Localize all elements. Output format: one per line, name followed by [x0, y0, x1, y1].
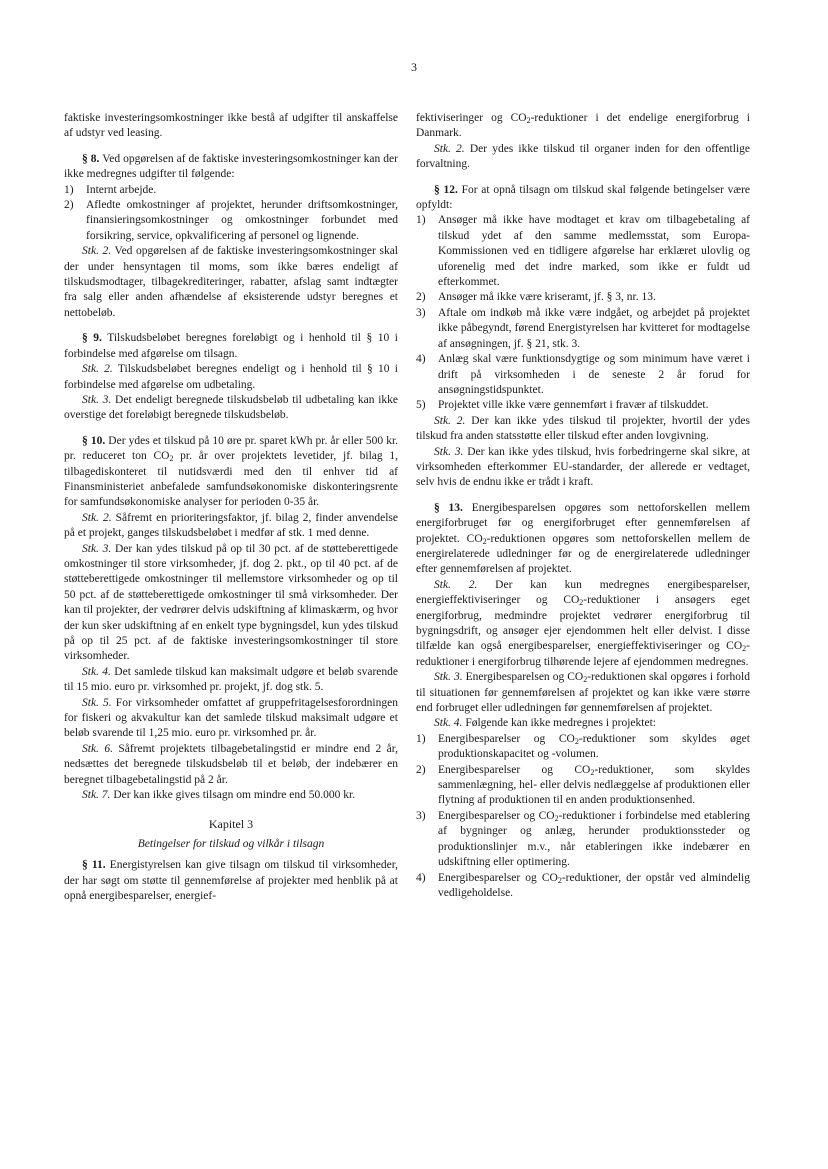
section-10-stk-2: Stk. 2. Såfremt en prioriteringsfaktor, jf. bilag 2, finder anvendelse på et projekt, ganges tilskudsbeløbet i medfør af stk. 1 med denne. — [64, 511, 398, 540]
section-8-stk-2: Stk. 2. Ved opgørelsen af de faktiske investeringsomkostninger skal der under hensyntagen til moms, som ikke bæres endeligt af tilskudsmodtager, tilbagekrediteringer, rabatter, afslag samt indtægter fra salg eller anden afhændelse af eksisterende udstyr beregnes et nettobeløb. — [64, 245, 398, 319]
section-12: § 12. For at opnå tilsagn om tilskud skal følgende betingelser være opfyldt: — [416, 183, 751, 212]
right-column — [416, 111, 750, 901]
section-12-stk-2: Stk. 2. Der kan ikke ydes tilskud til projekter, hvortil der ydes tilskud fra anden statsstøtte eller tilskud efter anden lovgivning. — [416, 414, 751, 443]
section-10-label: § 10. — [82, 434, 106, 447]
section-12-label: § 12. — [434, 183, 458, 196]
list-item: 2) Energibesparelser og $CO_2$-reduktioner, som skyldes sammenlægning, hel- eller delvis nedlæggelse af produktionen eller flytning af produktionen til en anden produktionsenhed. — [416, 763, 750, 807]
section-9-stk-2: Stk. 2. Tilskudsbeløbet beregnes endeligt og i henhold til § 10 i forbindelse med afgørelse om udbetaling. — [64, 363, 398, 391]
section-9-label: § 9. — [82, 332, 102, 345]
section-11: § 11. Energistyrelsen kan give tilsagn om tilskud til virksomheder, der har søgt om støtte til gennemførelse af projekter med henblik på at opnå energibesparelser, energief- — [64, 859, 399, 903]
section-10-stk-4: Stk. 4. Det samlede tilskud kan maksimalt udgøre et beløb svarende til 15 mio. euro pr. virksomhed pr. projekt, jf. dog stk. 5. — [64, 665, 398, 694]
list-item: 3) Aftale om indkøb må ikke være indgået, og arbejdet på projektet ikke påbegyndt, førend Energistyrelsen har kvitteret for modtagelse af ansøgningen, jf. § 21, stk. 3. — [416, 306, 750, 350]
page-number: 3 — [411, 60, 417, 74]
section-8-list — [64, 183, 398, 245]
list-item: 1) Ansøger må ikke have modtaget et krav om tilbagebetaling af tilskud ydet af den samme medlemsstat, som Europa-Kommissionen ved en tidligere afgørelse har erklæret ulovlig og uforenelig med det indre marked, som ikke er fuldt ud efterkommet. — [416, 214, 750, 289]
section-8-text: Ved opgørelsen af de faktiske investeringsomkostninger kan der ikke medregnes udgifter til følgende: — [64, 152, 398, 181]
section-13-list — [416, 732, 750, 901]
list-item: 4) Energibesparelser og $CO_2$-reduktioner, der opstår ved almindelig vedligeholdelse. — [416, 871, 750, 899]
section-10-stk-3: Stk. 3. Der kan ydes tilskud på op til 30 pct. af de støtteberettigede omkostninger til store virksomheder, jf. dog 2. pkt., op til 40 pct. af de støtteberettigede omkostninger til mellemstore virksomheder og op til 50 pct. af de støtteberettigede omkostninger til små virksomheder. Der kan til projekter, der vedrører delvis udskiftning af klimaskærm, og hvor der kun sker udskiftning af en enkelt type bygningsdel, kun ydes tilskud på op til 25 pct. af de faktiske investeringsomkostninger til store virksomheder. — [64, 542, 398, 663]
chapter-subtitle: Betingelser for tilskud og vilkår i tilsagn — [137, 837, 325, 850]
section-10-stk-7: Stk. 7. Der kan ikke gives tilsagn om mindre end 50.000 kr. — [82, 789, 356, 802]
section-13-stk-2: Stk. 2. Der kan kun medregnes energibesparelser, energieffektiviseringer og $CO_2$-reduktioner i ansøgers eget energiforbrug, medmindre projektet vedrører energiforbrug til bygningsdrift, og ansøger ejer ejendommen helt eller delvist. I disse tilfælde kan også energibesparelser, energieffektiviseringer og $CO_2$-reduktioner i energiforbrug tilhørende lejere af ejendommen medregnes. — [416, 578, 750, 668]
section-12-list — [416, 213, 750, 413]
section-8-label: § 8. — [82, 152, 100, 165]
section-13-stk-4: Stk. 4. Følgende kan ikke medregnes i projektet: — [434, 717, 656, 730]
paragraph-continuation: faktiske investeringsomkostninger ikke bestå af udgifter til anskaffelse af udstyr ved leasing. — [64, 112, 398, 140]
list-item: 5) Projektet ville ikke være gennemført i fravær af tilskuddet. — [416, 399, 709, 412]
section-10-stk-6: Stk. 6. Såfremt projektets tilbagebetalingstid er mindre end 2 år, nedsættes det beregnede tilskudsbeløb til et beløb, der indebærer en beregnet tilbagebetalingstid på 2 år. — [64, 742, 398, 786]
section-9-stk-3: Stk. 3. Det endeligt beregnede tilskudsbeløb til udbetaling kan ikke overstige det foreløbigt beregnede tilskudsbeløb. — [64, 393, 398, 422]
section-11-stk-2: Stk. 2. Der ydes ikke tilskud til organer inden for den offentlige forvaltning. — [416, 142, 750, 171]
section-13-label: § 13. — [434, 501, 463, 514]
section-10: § 10. Der ydes et tilskud på 10 øre pr. sparet kWh pr. år eller 500 kr. pr. reduceret ton $CO_2$ pr. år over projektets levetider, jf. bilag 1, tilbagediskonteret til nutidsværdi med den til enhver tid af Finansministeriet anbefalede samfundsøkonomiske diskonteringsrente for samfundsøkonomiske analyser for perioden 0-35 år. — [64, 434, 399, 509]
list-item: 1) Internt arbejde. — [64, 183, 157, 196]
chapter-heading: Kapitel 3 — [208, 817, 254, 832]
list-item: 2) Ansøger må ikke være kriseramt, jf. § 3, nr. 13. — [416, 291, 656, 304]
section-10-stk-5: Stk. 5. For virksomheder omfattet af gruppefritagelsesforordningen for fiskeri og akvakultur kan det samlede tilskud maksimalt udgøre et beløb svarende til 1,25 mio. euro pr. virksomhed pr. år. — [64, 696, 398, 740]
section-8 — [64, 152, 398, 183]
section-12-stk-3: Stk. 3. Der kan ikke ydes tilskud, hvis forbedringerne skal sikre, at virksomheden efterkommer EU-standarder, der allerede er vedtaget, selv hvis de endnu ikke er trådt i kraft. — [416, 445, 750, 489]
section-11-continuation: fektiviseringer og $CO_2$-reduktioner i det endelige energiforbrug i Danmark. — [416, 112, 750, 140]
section-11-label: § 11. — [82, 859, 106, 872]
list-item: 4) Anlæg skal være funktionsdygtige og som minimum have været i drift på virksomheden i de seneste 2 år forud for ansøgningstidspunktet. — [416, 353, 750, 396]
section-13-stk-3: Stk. 3. Energibesparelsen og $CO_2$-reduktionen skal opgøres i forhold til situationen før gennemførelsen af projektet og kan ikke være større end forbruget eller udledningen før gennemførelsen af projektet. — [416, 671, 750, 715]
section-9: § 9. Tilskudsbeløbet beregnes foreløbigt og i henhold til § 10 i forbindelse med afgørelse om tilsagn. — [64, 332, 399, 360]
list-item: 1) Energibesparelser og $CO_2$-reduktioner som skyldes øget produktionskapacitet og -volumen. — [416, 732, 750, 761]
left-column — [64, 111, 398, 905]
list-item: 2) Afledte omkostninger af projektet, herunder driftsomkostninger, finansieringsomkostninger og omkostninger forbundet med forsikring, service, opkvalificering af personel og lignende. — [64, 199, 398, 242]
section-13: § 13. Energibesparelsen opgøres som nettoforskellen mellem energiforbruget før og energiforbruget efter gennemførelsen af projektet. $CO_2$-reduktionen opgøres som nettoforskellen mellem de energirelaterede udledninger før og de energirelaterede udledninger efter gennemførelsen af projektet. — [416, 501, 751, 576]
list-item: 3) Energibesparelser og $CO_2$-reduktioner i forbindelse med etablering af bygninger og anlæg, herunder produktionssteder og produktionslinjer m.v., når etableringen ikke indebærer en udskiftning eller optimering. — [416, 809, 750, 869]
